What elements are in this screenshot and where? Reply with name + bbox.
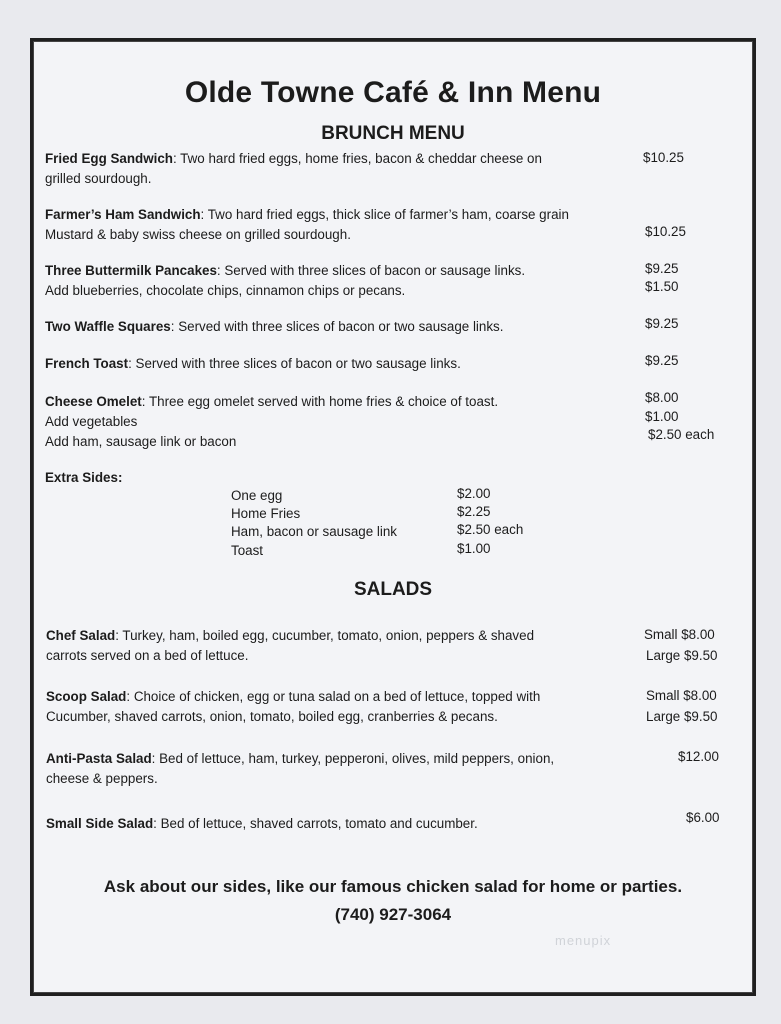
- item-desc: : Served with three slices of bacon or sausage links.: [216, 263, 526, 278]
- item-desc: : Turkey, ham, boiled egg, cucumber, tomato, onion, peppers & shaved: [115, 628, 535, 643]
- item-price: $12.00: [678, 749, 719, 764]
- item-price: $1.00: [645, 409, 679, 424]
- item-price: $10.25: [643, 150, 684, 165]
- item-desc: : Two hard fried eggs, home fries, bacon & cheddar cheese on: [172, 151, 542, 166]
- item-name: French Toast: [45, 356, 129, 371]
- salads-heading: SALADS: [353, 579, 433, 600]
- item-desc: : Served with three slices of bacon or two sausage links.: [170, 319, 504, 334]
- item-desc: Add vegetables: [45, 414, 138, 429]
- item-name: Scoop Salad: [46, 689, 127, 704]
- item-desc: Add ham, sausage link or bacon: [45, 434, 237, 449]
- item-price: Large $9.50: [646, 709, 718, 724]
- item-price: $9.25: [645, 316, 679, 331]
- menu-item: [45, 205, 569, 245]
- item-price: Large $9.50: [646, 648, 718, 663]
- item-price: $6.00: [686, 810, 720, 825]
- menu-title: Olde Towne Café & Inn Menu: [184, 76, 602, 109]
- item-desc: : Two hard fried eggs, thick slice of farmer’s ham, coarse grain: [200, 207, 569, 222]
- item-price: $10.25: [645, 224, 686, 239]
- item-price: $2.50 each: [648, 427, 715, 442]
- extra-sides-label: Extra Sides:: [45, 470, 123, 485]
- item-name: Anti-Pasta Salad: [46, 751, 152, 766]
- menu-item: [45, 354, 461, 374]
- extra-side-name: Ham, bacon or sausage link: [231, 524, 397, 539]
- item-price: Small $8.00: [644, 627, 715, 642]
- item-desc: : Served with three slices of bacon or two sausage links.: [128, 356, 461, 371]
- extra-side-price: $2.50 each: [457, 522, 524, 537]
- item-name: Cheese Omelet: [45, 394, 142, 409]
- item-desc: : Bed of lettuce, shaved carrots, tomato and cucumber.: [153, 816, 478, 831]
- extra-side-price: $2.25: [457, 504, 491, 519]
- item-desc: grilled sourdough.: [45, 171, 152, 186]
- item-desc: cheese & peppers.: [46, 771, 158, 786]
- item-desc: carrots served on a bed of lettuce.: [46, 648, 249, 663]
- item-name: Fried Egg Sandwich: [45, 151, 173, 166]
- extra-side-name: Toast: [231, 543, 264, 558]
- item-price: Small $8.00: [646, 688, 717, 703]
- item-desc: Mustard & baby swiss cheese on grilled sourdough.: [45, 227, 351, 242]
- footer-note: Ask about our sides, like our famous chicken salad for home or parties.: [103, 877, 683, 896]
- item-price: $8.00: [645, 390, 679, 405]
- extra-side-price: $2.00: [457, 486, 491, 501]
- item-desc: : Three egg omelet served with home fries & choice of toast.: [141, 394, 499, 409]
- extra-side-name: One egg: [231, 488, 283, 503]
- phone-number: (740) 927-3064: [334, 905, 452, 924]
- menu-item: [45, 317, 503, 337]
- extra-side-price: $1.00: [457, 541, 491, 556]
- item-price: $9.25: [645, 353, 679, 368]
- menu-item: [45, 261, 525, 301]
- menu-item: [45, 149, 542, 189]
- item-desc: : Bed of lettuce, ham, turkey, pepperoni, olives, mild peppers, onion,: [151, 751, 555, 766]
- watermark: menupix: [555, 933, 612, 948]
- item-name: Small Side Salad: [46, 816, 154, 831]
- item-name: Farmer’s Ham Sandwich: [45, 207, 201, 222]
- item-name: Chef Salad: [46, 628, 116, 643]
- menu-item: [46, 814, 478, 834]
- item-name: Two Waffle Squares: [45, 319, 171, 334]
- item-desc: : Choice of chicken, egg or tuna salad on a bed of lettuce, topped with: [126, 689, 541, 704]
- item-desc: Cucumber, shaved carrots, onion, tomato, boiled egg, cranberries & pecans.: [46, 709, 498, 724]
- item-price: $9.25: [645, 261, 679, 276]
- menu-item: [46, 687, 540, 727]
- item-name: Three Buttermilk Pancakes: [45, 263, 217, 278]
- menu-item: [45, 392, 498, 452]
- brunch-heading: BRUNCH MENU: [321, 123, 465, 144]
- item-price: $1.50: [645, 279, 679, 294]
- menu-sheet: [30, 38, 756, 996]
- menu-item: [46, 749, 554, 789]
- extra-side-name: Home Fries: [231, 506, 301, 521]
- menu-item: [46, 626, 534, 666]
- item-desc: Add blueberries, chocolate chips, cinnamon chips or pecans.: [45, 283, 406, 298]
